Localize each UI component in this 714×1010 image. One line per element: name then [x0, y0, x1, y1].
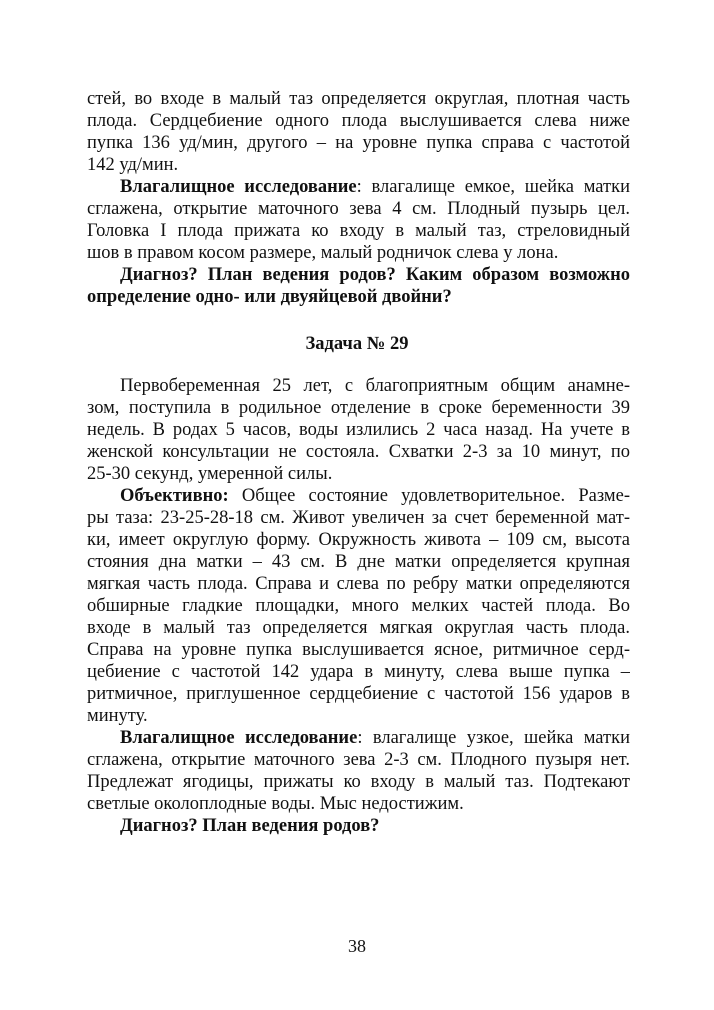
text-line: обширные гладкие площадки, много мелких частей плода. Во [87, 596, 630, 616]
text-line: женской консультации не состояла. Схватки 2-3 за 10 минут, по [87, 442, 630, 462]
section-heading-line: Объективно: Общее состояние удовлетворительное. Разме- [120, 486, 630, 506]
text-line: ритмичное, приглушенное сердцебиение с частотой 156 ударов в [87, 684, 630, 704]
text-line: Предлежат ягодицы, прижаты ко входу в малый таз. Подтекают [87, 772, 630, 792]
text-line: стояния дна матки – 43 см. В дне матки определяется крупная [87, 552, 630, 572]
text-line: зом, поступила в родильное отделение в сроке беременности 39 [87, 398, 630, 418]
text-line: Первобеременная 25 лет, с благоприятным общим анамне- [120, 376, 630, 396]
page-number: 38 [348, 936, 366, 956]
text-line: Справа на уровне пупка выслушивается ясное, ритмичное серд- [87, 640, 630, 660]
text-line: ки, имеет округлую форму. Окружность живота – 109 см, высота [87, 530, 630, 550]
section-heading-line: Влагалищное исследование: влагалище емкое, шейка матки [120, 177, 630, 197]
text-line: входе в малый таз определяется мягкая округлая часть плода. [87, 618, 630, 638]
text-line: 142 уд/мин. [87, 155, 179, 175]
text-line: мягкая часть плода. Справа и слева по ребру матки определяются [87, 574, 630, 594]
text-line: светлые околоплодные воды. Мыс недостижим. [87, 794, 464, 814]
text-line: недель. В родах 5 часов, воды излились 2 часа назад. На учете в [87, 420, 630, 440]
text-line: шов в правом косом размере, малый родничок слева у лона. [87, 243, 559, 263]
section-heading: Объективно: [120, 486, 229, 506]
section-heading: Влагалищное исследование [120, 728, 358, 748]
text-line: сглажена, открытие маточного зева 2-3 см. Плодного пузыря нет. [87, 750, 630, 770]
text-line: плода. Сердцебиение одного плода выслушивается слева ниже [87, 111, 630, 131]
text-line: минуту. [87, 706, 148, 726]
question-line: Диагноз? План ведения родов? [120, 816, 380, 836]
text-line: стей, во входе в малый таз определяется округлая, плотная часть [87, 89, 630, 109]
question-line: Диагноз? План ведения родов? Каким образом возможно [120, 265, 630, 285]
text-line: сглажена, открытие маточного зева 4 см. Плодный пузырь цел. [87, 199, 630, 219]
text-line: пупка 136 уд/мин, другого – на уровне пупка справа с частотой [87, 133, 630, 153]
task-title: Задача № 29 [305, 334, 409, 354]
section-heading-line: Влагалищное исследование: влагалище узкое, шейка матки [120, 728, 630, 748]
text-line: Головка I плода прижата ко входу в малый таз, стреловидный [87, 221, 630, 241]
question-line: определение одно- или двуяйцевой двойни? [87, 287, 452, 307]
section-heading: Влагалищное исследование [120, 177, 357, 197]
text-line: 25-30 секунд, умеренной силы. [87, 464, 333, 484]
text-line: цебиение с частотой 142 удара в минуту, слева выше пупка – [87, 662, 630, 682]
text-line: ры таза: 23-25-28-18 см. Живот увеличен за счет беременной мат- [87, 508, 630, 528]
